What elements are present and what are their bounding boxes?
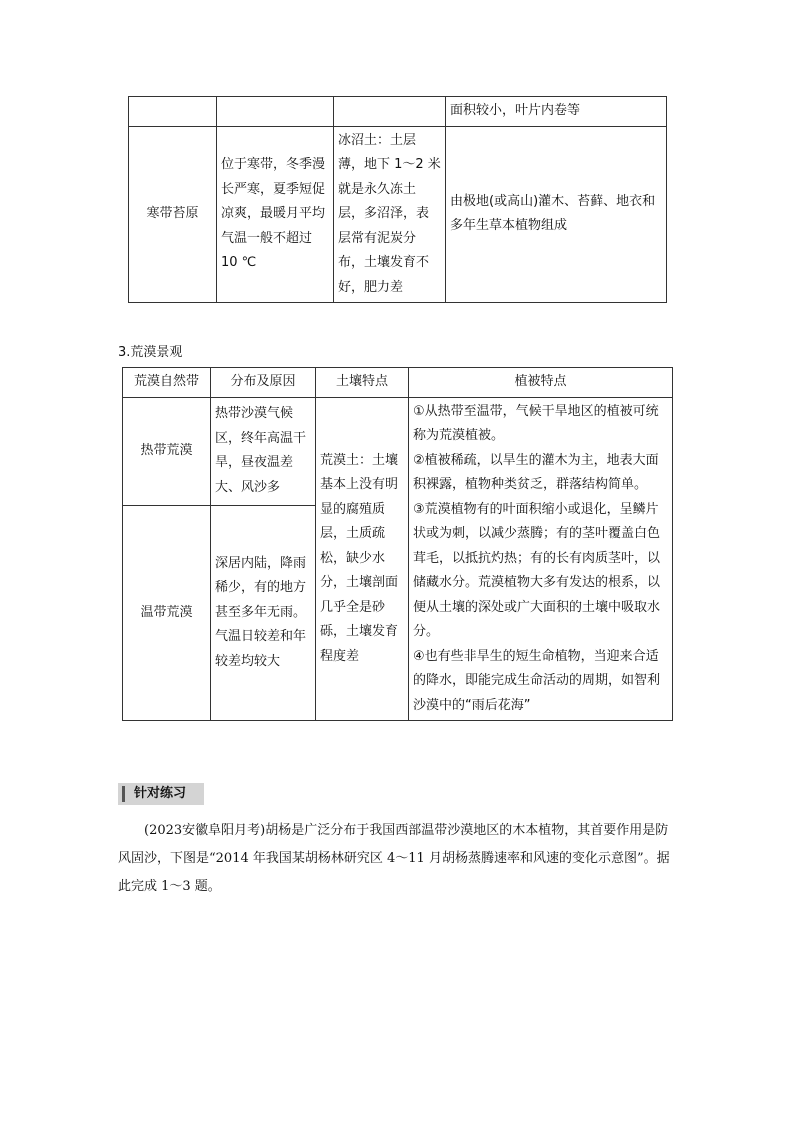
tundra-table	[128, 96, 667, 303]
table-row	[123, 397, 673, 505]
distribution-cell: 深居内陆，降雨稀少，有的地方甚至多年无雨。气温日较差和年较差均较大	[211, 505, 316, 721]
table-cell	[129, 97, 217, 127]
vegetation-cell	[409, 397, 673, 721]
desert-table	[122, 367, 673, 721]
vegetation-point: ②植被稀疏，以旱生的灌木为主，地表大面积裸露，植物种类贫乏，群落结构简单。	[413, 452, 659, 492]
question-intro: (2023安徽阜阳月考)胡杨是广泛分布于我国西部温带沙漠地区的木本植物，其首要作用是防风固沙，下图是“2014 年我国某胡杨林研究区 4～11 月胡杨蒸腾速率和风速的变化示意图”。据此完成 1～3 题。	[118, 823, 670, 894]
zone-cell: 寒带苔原	[129, 126, 217, 303]
practice-label	[118, 783, 204, 805]
practice-label-text: 针对练习	[134, 786, 187, 801]
column-header: 荒漠自然带	[123, 368, 211, 398]
column-header: 植被特点	[409, 368, 673, 398]
soil-cell: 荒漠土：土壤基本上没有明显的腐殖质层，土质疏松，缺少水分，土壤剖面几乎全是砂砾，土壤发育程度差	[316, 397, 409, 721]
column-header: 土壤特点	[316, 368, 409, 398]
table-row	[129, 126, 667, 303]
soil-cell: 冰沼土：土层薄，地下 1～2 米就是永久冻土层，多沼泽，表层常有泥炭分布，土壤发育不好，肥力差	[334, 126, 446, 303]
table-cell	[334, 97, 446, 127]
vegetation-point: ③荒漠植物有的叶面积缩小或退化，呈鳞片状或为刺，以减少蒸腾；有的茎叶覆盖白色茸毛，以抵抗灼热；有的长有肉质茎叶，以储藏水分。荒漠植物大多有发达的根系，以便从土壤的深处或广大面积的土壤中吸取水分。	[413, 501, 661, 639]
vegetation-point: ①从热带至温带，气候干旱地区的植被可统称为荒漠植被。	[413, 403, 659, 443]
vegetation-cell: 由极地(或高山)灌木、苔藓、地衣和多年生草本植物组成	[446, 126, 667, 303]
table-cell: 面积较小，叶片内卷等	[446, 97, 667, 127]
table-row	[129, 97, 667, 127]
distribution-cell: 位于寒带，冬季漫长严寒，夏季短促凉爽，最暖月平均气温一般不超过 10 ℃	[217, 126, 334, 303]
section-heading: 3.荒漠景观	[118, 345, 183, 360]
table-header-row	[123, 368, 673, 398]
vegetation-point: ④也有些非旱生的短生命植物，当迎来合适的降水，即能完成生命活动的周期，如智利沙漠中的“雨后花海”	[413, 648, 661, 713]
zone-cell: 热带荒漠	[123, 397, 211, 505]
table-cell	[217, 97, 334, 127]
label-bar	[122, 786, 125, 802]
zone-cell: 温带荒漠	[123, 505, 211, 721]
distribution-cell: 热带沙漠气候区，终年高温干旱，昼夜温差大、风沙多	[211, 397, 316, 505]
column-header: 分布及原因	[211, 368, 316, 398]
